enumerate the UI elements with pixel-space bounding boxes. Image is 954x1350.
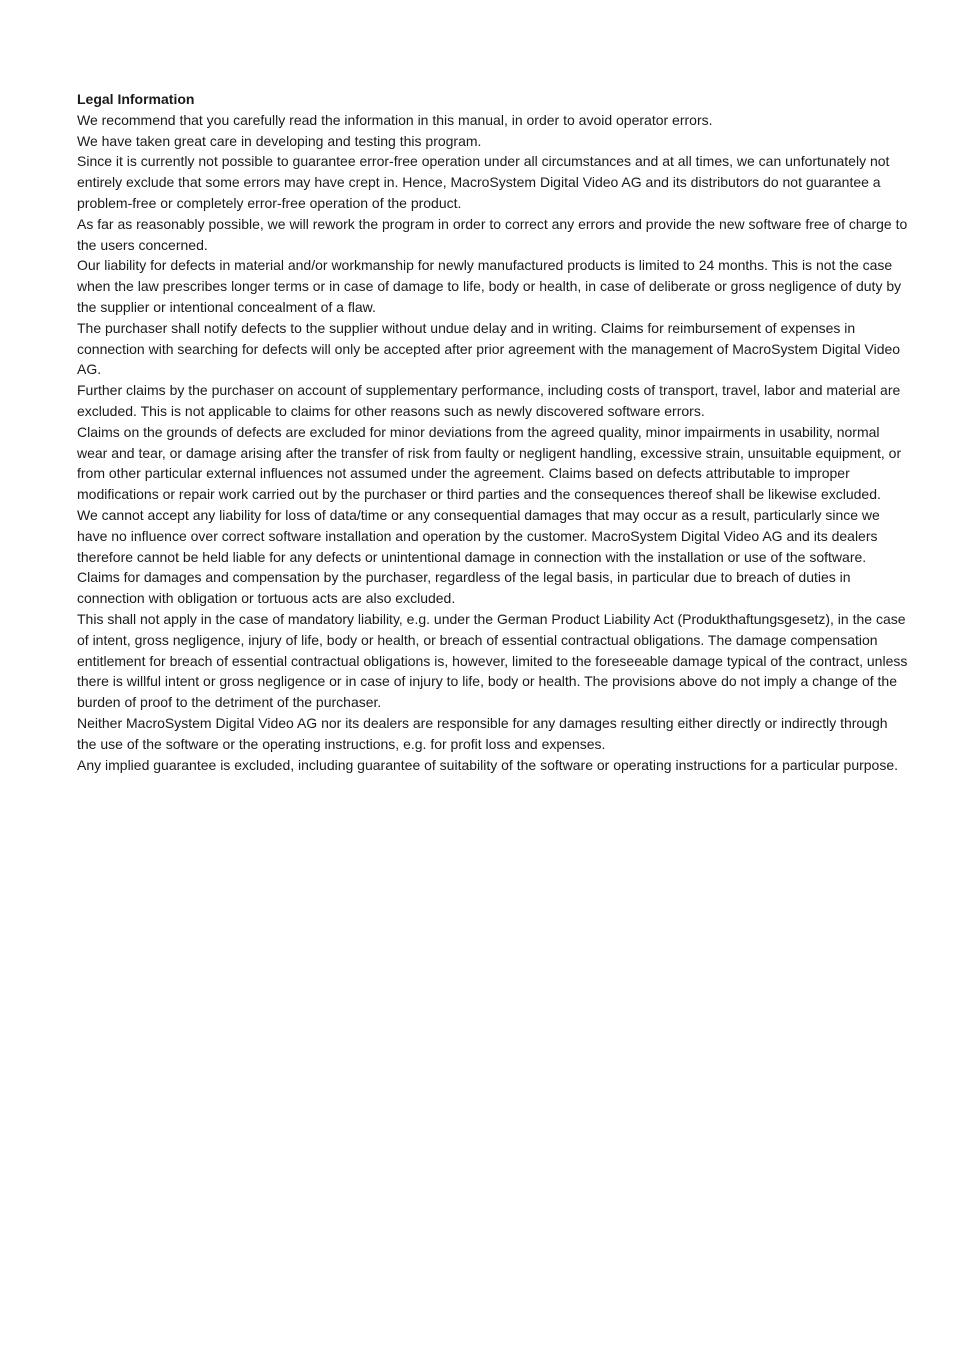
paragraph-recommend-reading: We recommend that you carefully read the information in this manual, in order to avoid operator errors.	[77, 111, 713, 128]
paragraph-liability-defects: Our liability for defects in material and/or workmanship for newly manufactured products is limited to 24 months. This is not the case when the law prescribes longer terms or in case of damage to life, body or health, in case of deliberate or gross negligence of duty by the supplier or intentional concealment of a flaw.	[77, 257, 902, 315]
section-heading: Legal Information	[77, 91, 195, 107]
paragraph-error-free: Since it is currently not possible to guarantee error-free operation under all circumstances and at all times, we can unfortunately not entirely exclude that some errors may have crept in. Hence, MacroSystem Digital Video AG and its distributors do not guarantee a problem-free or completely error-free operation of the product.	[77, 153, 890, 211]
paragraph-further-claims: Further claims by the purchaser on account of supplementary performance, including costs of transport, travel, labor and material are excluded. This is not applicable to claims for other reasons such as newly discovered software errors.	[77, 382, 901, 419]
paragraph-dealers-responsibility: Neither MacroSystem Digital Video AG nor its dealers are responsible for any damages resulting either directly or indirectly through the use of the software or the operating instructions, e.g. for profit loss and expenses.	[77, 714, 888, 752]
paragraph-implied-guarantee: Any implied guarantee is excluded, including guarantee of suitability of the software or operating instructions for a particular purpose.	[77, 756, 899, 773]
legal-information-section	[77, 89, 909, 775]
paragraph-care-taken: We have taken great care in developing and testing this program.	[77, 132, 482, 149]
paragraph-claims-excluded: Claims on the grounds of defects are excluded for minor deviations from the agreed quality, minor impairments in usability, normal wear and tear, or damage arising after the transfer of risk from faulty or negligent handling, excessive strain, unsuitable equipment, or from other particular external influences not assumed under the agreement. Claims based on defects attributable to improper modifications or repair work carried out by the purchaser or third parties and the consequences thereof shall be likewise excluded.	[77, 423, 902, 503]
paragraph-rework: As far as reasonably possible, we will rework the program in order to correct any errors and provide the new software free of charge to the users concerned.	[77, 215, 908, 253]
paragraph-notify-defects: The purchaser shall notify defects to the supplier without undue delay and in writing. Claims for reimbursement of expenses in connection with searching for defects will only be accepted after prior agreement with the management of MacroSystem Digital Video AG.	[77, 319, 901, 378]
paragraph-mandatory-liability: This shall not apply in the case of mandatory liability, e.g. under the German Product Liability Act (Produkthaftungsgesetz), in the case of intent, gross negligence, injury of life, body or health, or breach of essential contractual obligations. The damage compensation entitlement for breach of essential contractual obligations is, however, limited to the foreseeable damage typical of the contract, unless there is willful intent or gross negligence or in case of injury to life, body or health. The provisions above do not imply a change of the burden of proof to the detriment of the purchaser.	[77, 610, 908, 711]
paragraph-data-loss: We cannot accept any liability for loss of data/time or any consequential damages that may occur as a result, particularly since we have no influence over correct software installation and operation by the customer. MacroSystem Digital Video AG and its dealers therefore cannot be held liable for any defects or unintentional damage in connection with the installation or use of the software.	[77, 506, 880, 565]
paragraph-damages-compensation: Claims for damages and compensation by the purchaser, regardless of the legal basis, in particular due to breach of duties in connection with obligation or tortuous acts are also excluded.	[77, 569, 851, 607]
